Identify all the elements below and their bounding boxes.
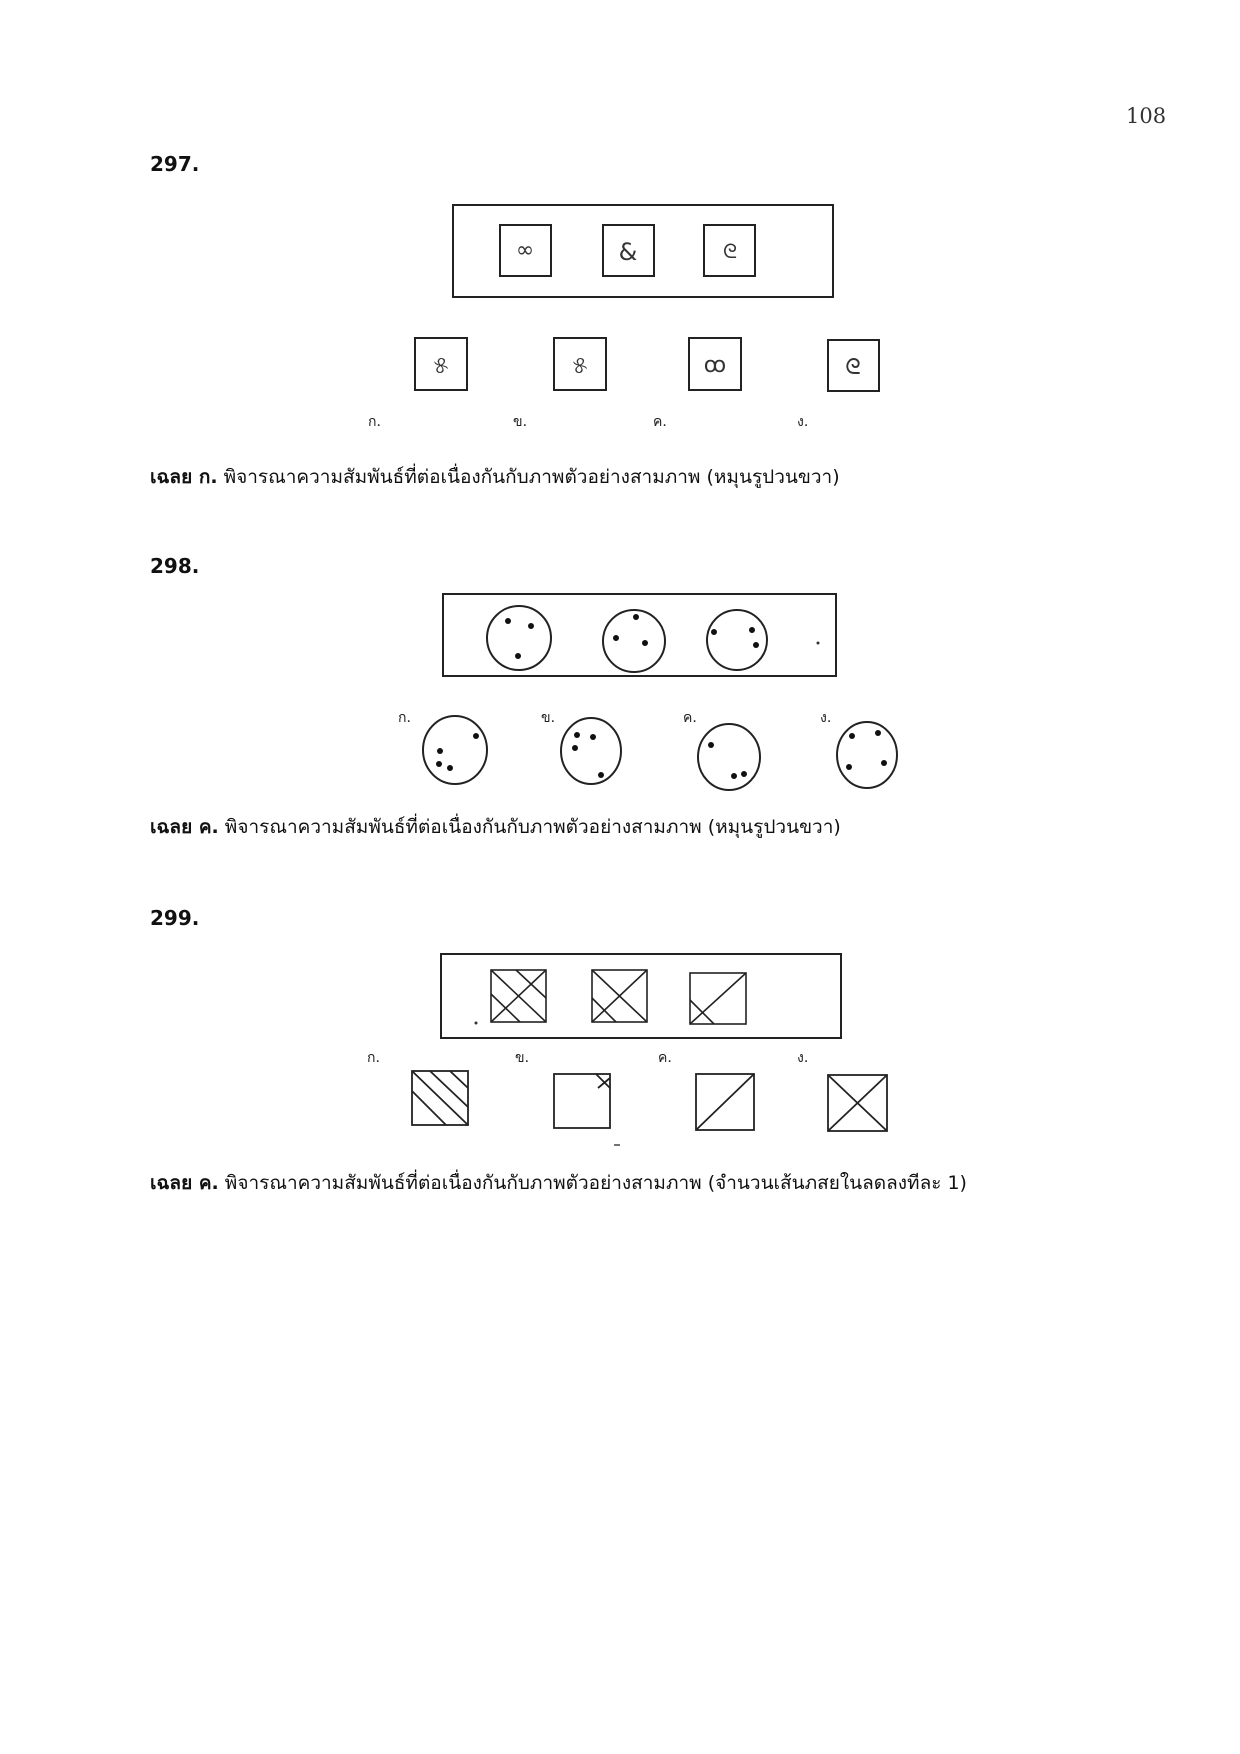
- svg-text:ꝏ: ꝏ: [703, 353, 727, 378]
- option-label-kho: ข.: [541, 710, 556, 726]
- answer-298: [150, 812, 841, 842]
- figure-299: [0, 948, 1240, 1148]
- svg-text:୫: ୫: [433, 351, 449, 379]
- svg-text:ᘓ: ᘓ: [845, 355, 861, 380]
- option-label-kho: ข.: [515, 1050, 530, 1066]
- answer-text: พิจารณาความสัมพันธ์ที่ต่อเนื่องกันกับภาพตัวอย่างสามภาพ (หมุนรูปวนขวา): [218, 816, 841, 838]
- svg-text:∞: ∞: [515, 238, 535, 263]
- question-number-297: 297.: [150, 152, 200, 176]
- answer-label: เฉลย ค.: [150, 1172, 219, 1194]
- svg-text:&: &: [618, 238, 638, 266]
- page-number: 108: [1126, 104, 1167, 128]
- option-label-ngo: ง.: [820, 710, 832, 726]
- answer-text: พิจารณาความสัมพันธ์ที่ต่อเนื่องกันกับภาพตัวอย่างสามภาพ (จำนวนเส้นภสยในลดลงทีละ 1): [218, 1172, 967, 1194]
- option-label-ka: ก.: [367, 1050, 380, 1066]
- figure-298: [0, 588, 1240, 798]
- answer-label: เฉลย ค.: [150, 816, 219, 838]
- answer-label: เฉลย ก.: [150, 466, 218, 488]
- option-label-kho-khwai: ค.: [658, 1050, 672, 1066]
- svg-text:୫: ୫: [572, 351, 588, 379]
- option-label-ka: ก.: [368, 414, 381, 430]
- answer-299: [150, 1168, 967, 1198]
- option-label-ngo: ง.: [797, 414, 809, 430]
- option-label-kho: ข.: [513, 414, 528, 430]
- option-label-ka: ก.: [398, 710, 411, 726]
- svg-text:ᘓ: ᘓ: [722, 239, 738, 263]
- answer-text: พิจารณาความสัมพันธ์ที่ต่อเนื่องกันกับภาพตัวอย่างสามภาพ (หมุนรูปวนขวา): [217, 466, 840, 488]
- option-label-ngo: ง.: [797, 1050, 809, 1066]
- answer-297: [150, 462, 840, 492]
- figure-297: [0, 190, 1240, 440]
- question-number-298: 298.: [150, 554, 200, 578]
- question-number-299: 299.: [150, 906, 200, 930]
- option-label-kho-khwai: ค.: [653, 414, 667, 430]
- option-label-kho-khwai: ค.: [683, 710, 697, 726]
